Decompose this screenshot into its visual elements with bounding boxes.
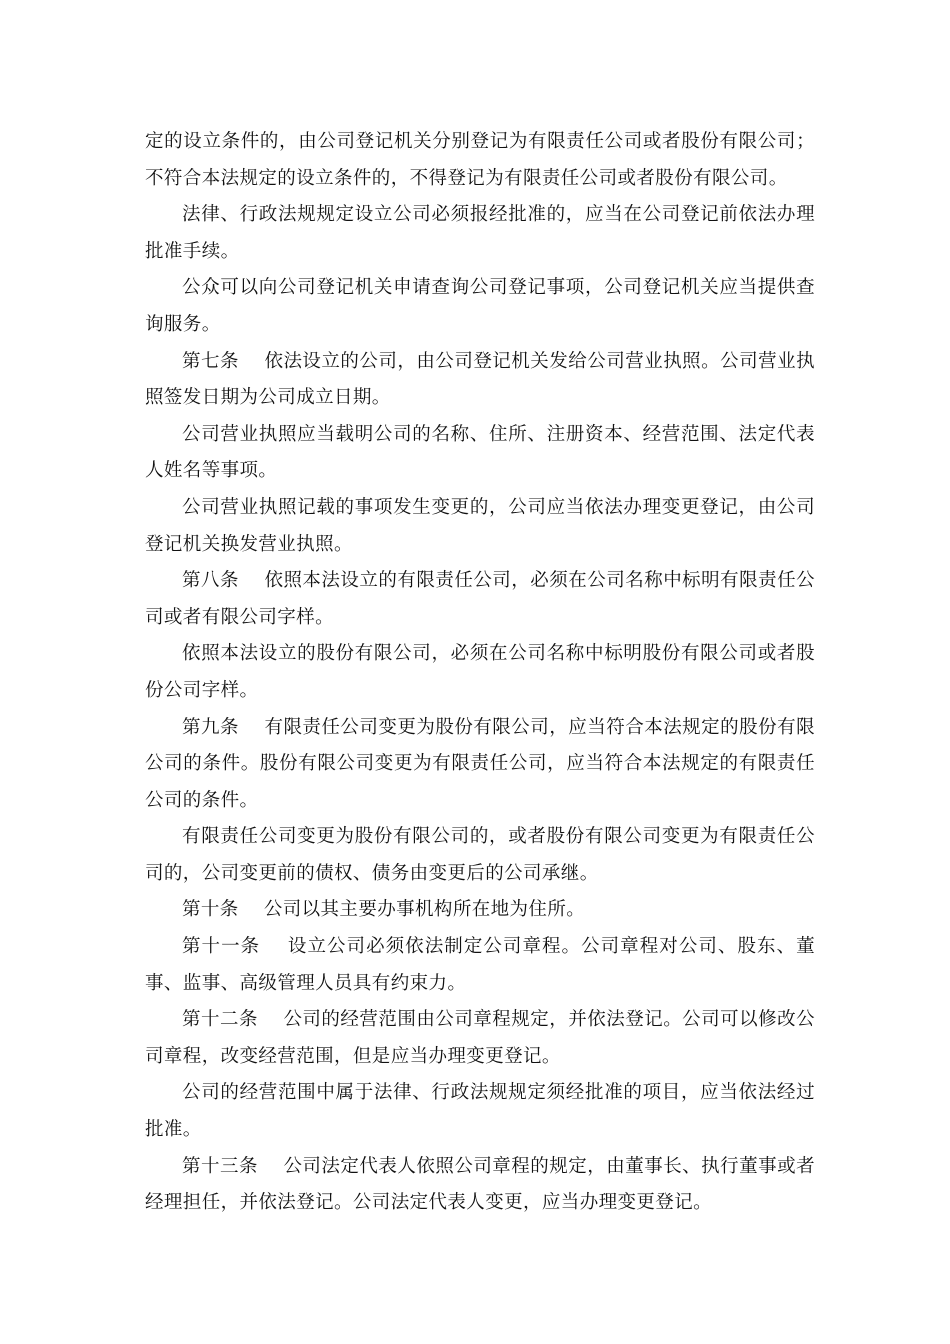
paragraph-text: 公司的经营范围由公司章程规定，并依法登记。公司可以修改公司章程，改变经营范围，但是应当办理变更登记。 <box>145 1009 816 1067</box>
paragraph-text: 公司的经营范围中属于法律、行政法规规定须经批准的项目，应当依法经过批准。 <box>145 1082 815 1141</box>
paragraph-text: 依照本法设立的股份有限公司，必须在公司名称中标明股份有限公司或者股份公司字样。 <box>145 643 815 701</box>
document-body <box>145 124 815 1222</box>
paragraph-text: 公司法定代表人依照公司章程的规定，由董事长、执行董事或者经理担任，并依法登记。公司法定代表人变更，应当办理变更登记。 <box>145 1155 816 1214</box>
article-paragraph <box>145 344 815 417</box>
paragraph <box>145 270 815 343</box>
paragraph <box>145 1075 815 1148</box>
article-paragraph <box>145 1002 815 1075</box>
paragraph <box>145 124 815 197</box>
paragraph-text: 公司以其主要办事机构所在地为住所。 <box>263 899 586 921</box>
article-number: 第十二条 <box>182 1009 258 1031</box>
article-number: 第九条 <box>182 716 239 738</box>
paragraph-text: 法律、行政法规规定设立公司必须报经批准的，应当在公司登记前依法办理批准手续。 <box>145 204 815 262</box>
article-number: 第十条 <box>182 899 239 921</box>
paragraph <box>145 490 815 563</box>
article-number: 第十一条 <box>182 936 261 958</box>
paragraph <box>145 819 815 892</box>
paragraph-text: 有限责任公司变更为股份有限公司的，或者股份有限公司变更为有限责任公司的，公司变更前的债权、债务由变更后的公司承继。 <box>145 826 815 884</box>
article-paragraph <box>145 1149 815 1222</box>
article-number: 第十三条 <box>182 1155 258 1177</box>
paragraph <box>145 197 815 270</box>
paragraph-text: 定的设立条件的，由公司登记机关分别登记为有限责任公司或者股份有限公司；不符合本法规定的设立条件的，不得登记为有限责任公司或者股份有限公司。 <box>145 131 815 189</box>
article-number: 第八条 <box>182 570 239 592</box>
paragraph <box>145 636 815 709</box>
paragraph-text: 公众可以向公司登记机关申请查询公司登记事项，公司登记机关应当提供查询服务。 <box>145 277 815 335</box>
paragraph-text: 设立公司必须依法制定公司章程。公司章程对公司、股东、董事、监事、高级管理人员具有约束力。 <box>145 936 815 994</box>
article-paragraph <box>145 710 815 820</box>
paragraph-text: 依法设立的公司，由公司登记机关发给公司营业执照。公司营业执照签发日期为公司成立日期。 <box>145 350 816 409</box>
paragraph <box>145 417 815 490</box>
paragraph-text: 有限责任公司变更为股份有限公司，应当符合本法规定的股份有限公司的条件。股份有限公司变更为有限责任公司，应当符合本法规定的有限责任公司的条件。 <box>145 716 816 811</box>
paragraph-text: 公司营业执照记载的事项发生变更的，公司应当依法办理变更登记，由公司登记机关换发营业执照。 <box>145 496 815 555</box>
article-number: 第七条 <box>182 350 239 372</box>
paragraph-text: 公司营业执照应当载明公司的名称、住所、注册资本、经营范围、法定代表人姓名等事项。 <box>145 423 815 482</box>
article-paragraph <box>145 563 815 636</box>
paragraph-text: 依照本法设立的有限责任公司，必须在公司名称中标明有限责任公司或者有限公司字样。 <box>145 570 816 628</box>
article-paragraph <box>145 892 815 929</box>
article-paragraph <box>145 929 815 1002</box>
